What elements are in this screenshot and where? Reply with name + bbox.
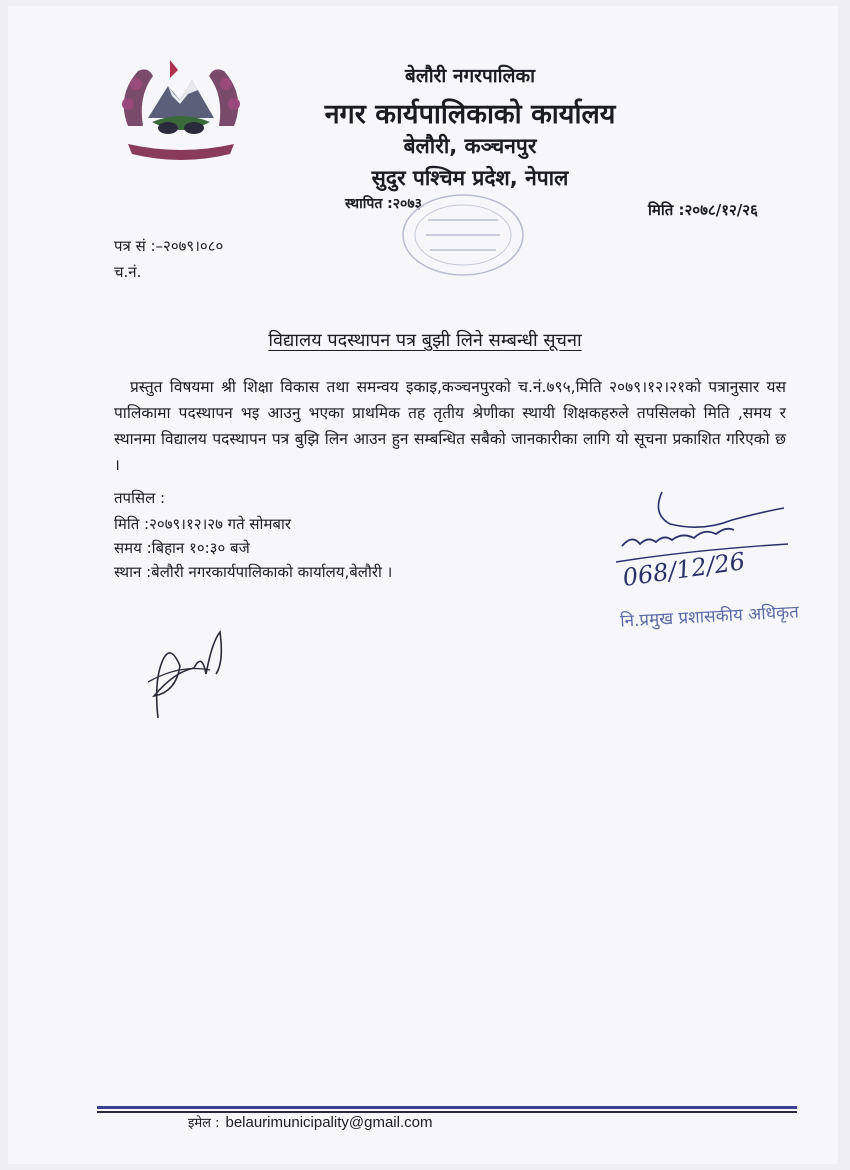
letter-date: मिति :२०७८/१२/२६ — [648, 201, 758, 219]
initial-signature — [140, 622, 236, 722]
municipality-name: बेलौरी नगरपालिका — [404, 65, 535, 87]
dispatch-number: च.नं. — [114, 263, 142, 281]
details-place: स्थान :बेलौरी नगरकार्यपालिकाको कार्यालय,बेलौरी । — [114, 563, 393, 581]
email-address[interactable]: belaurimunicipality@gmail.com — [225, 1114, 433, 1131]
email-label: इमेल : — [188, 1116, 220, 1131]
footer-email — [188, 1113, 432, 1131]
officer-title: नि.प्रमुख प्रशासकीय अधिकृत — [619, 602, 800, 632]
officer-signature — [612, 484, 792, 594]
established-year: स्थापित :२०७३ — [345, 196, 422, 212]
signature-date: 068/12/26 — [620, 547, 747, 592]
office-title: नगर कार्यपालिकाको कार्यालय — [324, 99, 616, 130]
details-heading: तपसिल : — [114, 489, 166, 507]
letter-number: पत्र सं :–२०७९।०८० — [114, 237, 224, 255]
notice-subject: विद्यालय पदस्थापन पत्र बुझी लिने सम्बन्धी सूचना — [268, 330, 582, 351]
nepal-emblem-icon — [108, 56, 254, 166]
details-date: मिति :२०७९।१२।२७ गते सोमबार — [114, 515, 291, 533]
notice-body: प्रस्तुत विषयमा श्री शिक्षा विकास तथा समन्वय इकाइ,कञ्चनपुरको च.नं.७९५,मिति २०७९।१२।२१को पत्रानुसार यस पालिकामा पदस्थापन भइ आउनु भएका प्राथमिक तह तृतीय श्रेणीका स्थायी शिक्षकहरुले तपसिलको मिति ,समय र स्थानमा विद्यालय पदस्थापन पत्र बुझि लिन आउन हुन सम्बन्धित सबैको जानकारीका लागि यो सूचना प्रकाशित गरिएको छ । — [114, 378, 786, 474]
details-time: समय :बिहान १०:३० बजे — [114, 539, 250, 557]
province-country: सुदुर पश्चिम प्रदेश, नेपाल — [371, 166, 569, 190]
footer-rule — [97, 1106, 797, 1109]
office-stamp-icon — [398, 190, 528, 280]
office-location: बेलौरी, कञ्चनपुर — [403, 134, 537, 158]
